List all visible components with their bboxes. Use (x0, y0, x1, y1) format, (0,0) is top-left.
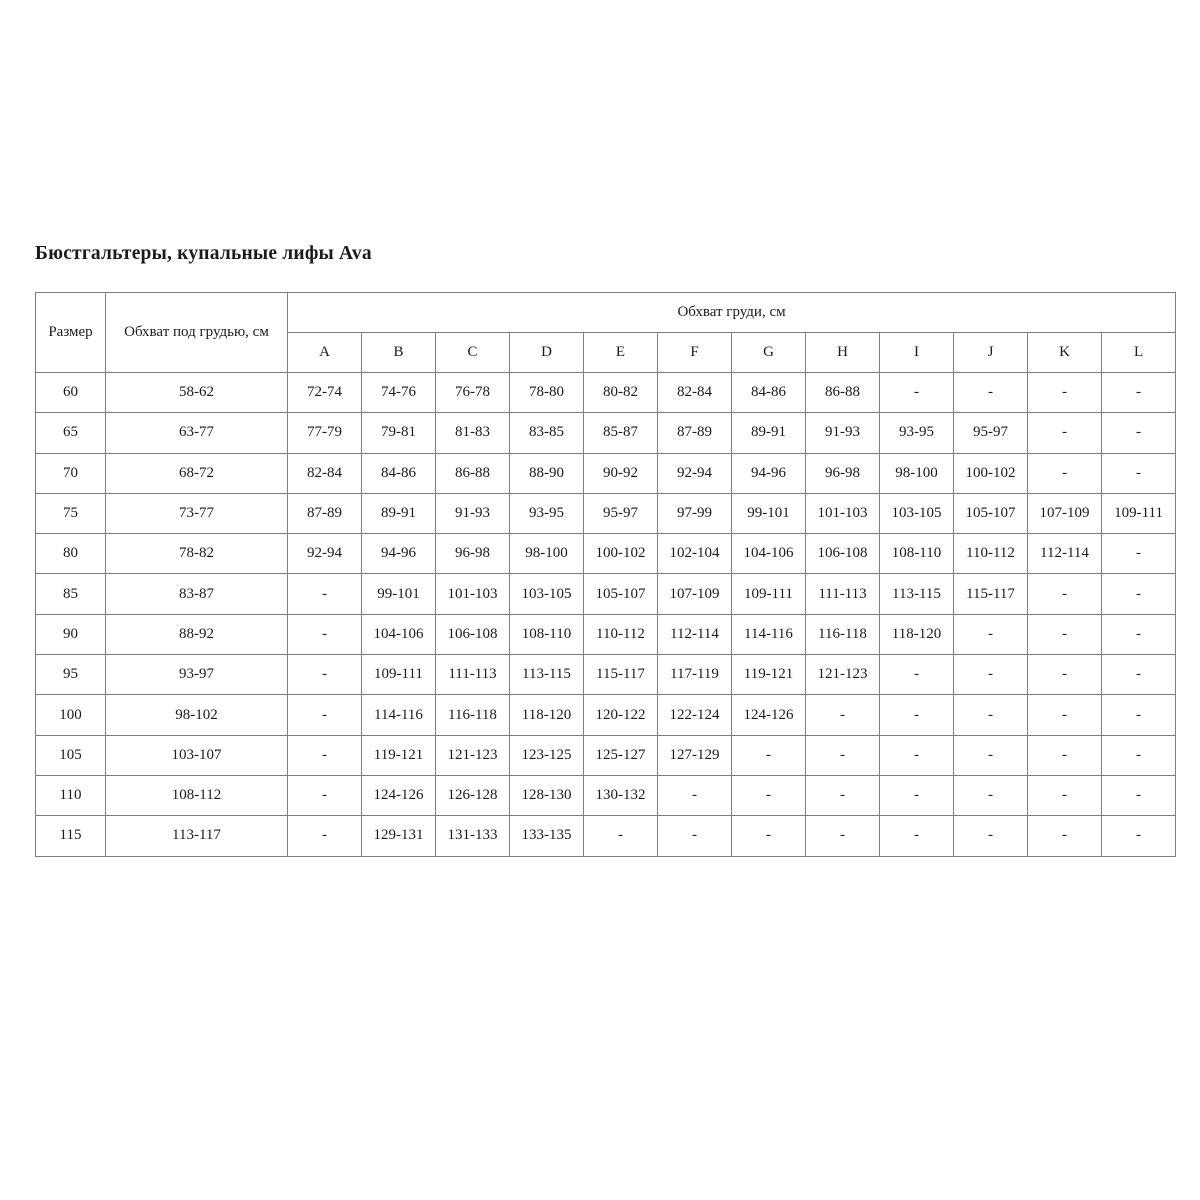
size-cell: 70 (36, 453, 106, 493)
underbust-cell: 103-107 (106, 735, 288, 775)
cup-value-cell: - (1102, 534, 1176, 574)
cup-value-cell: 106-108 (806, 534, 880, 574)
cup-value-cell: 107-109 (1028, 493, 1102, 533)
size-cell: 60 (36, 373, 106, 413)
cup-value-cell: - (1102, 574, 1176, 614)
cup-value-cell: 119-121 (362, 735, 436, 775)
cup-value-cell: - (288, 655, 362, 695)
cup-value-cell: 113-115 (880, 574, 954, 614)
underbust-cell: 88-92 (106, 614, 288, 654)
cup-value-cell: 108-110 (880, 534, 954, 574)
cup-value-cell: - (1028, 655, 1102, 695)
cup-value-cell: - (732, 816, 806, 856)
cup-value-cell: 113-115 (510, 655, 584, 695)
size-chart-header (36, 293, 1176, 373)
cup-value-cell: 109-111 (732, 574, 806, 614)
table-row (36, 413, 1176, 453)
cup-value-cell: - (1028, 574, 1102, 614)
cup-value-cell: 120-122 (584, 695, 658, 735)
cup-header-g: G (732, 333, 806, 373)
table-row (36, 534, 1176, 574)
underbust-cell: 113-117 (106, 816, 288, 856)
cup-header-f: F (658, 333, 732, 373)
cup-value-cell: 90-92 (584, 453, 658, 493)
cup-header-k: K (1028, 333, 1102, 373)
cup-value-cell: - (1028, 413, 1102, 453)
table-row (36, 775, 1176, 815)
cup-value-cell: 95-97 (584, 493, 658, 533)
cup-value-cell: - (658, 775, 732, 815)
cup-value-cell: - (1102, 775, 1176, 815)
cup-value-cell: - (288, 735, 362, 775)
cup-value-cell: 77-79 (288, 413, 362, 453)
cup-value-cell: 96-98 (806, 453, 880, 493)
size-cell: 90 (36, 614, 106, 654)
size-chart-body (36, 373, 1176, 857)
cup-value-cell: 100-102 (584, 534, 658, 574)
cup-value-cell: - (1102, 695, 1176, 735)
cup-value-cell: 116-118 (436, 695, 510, 735)
cup-value-cell: - (1102, 816, 1176, 856)
cup-value-cell: 112-114 (658, 614, 732, 654)
cup-value-cell: - (732, 775, 806, 815)
table-row (36, 816, 1176, 856)
cup-value-cell: - (1102, 373, 1176, 413)
cup-value-cell: 115-117 (954, 574, 1028, 614)
cup-header-e: E (584, 333, 658, 373)
cup-value-cell: 114-116 (732, 614, 806, 654)
cup-value-cell: 88-90 (510, 453, 584, 493)
cup-value-cell: - (880, 695, 954, 735)
cup-value-cell: 103-105 (880, 493, 954, 533)
underbust-cell: 68-72 (106, 453, 288, 493)
cup-value-cell: 80-82 (584, 373, 658, 413)
cup-value-cell: 89-91 (732, 413, 806, 453)
cup-value-cell: 98-100 (510, 534, 584, 574)
cup-value-cell: 91-93 (806, 413, 880, 453)
cup-value-cell: - (954, 373, 1028, 413)
size-cell: 100 (36, 695, 106, 735)
cup-value-cell: 85-87 (584, 413, 658, 453)
cup-value-cell: - (954, 775, 1028, 815)
cup-value-cell: 110-112 (584, 614, 658, 654)
cup-value-cell: 97-99 (658, 493, 732, 533)
cup-value-cell: 106-108 (436, 614, 510, 654)
cup-value-cell: 81-83 (436, 413, 510, 453)
cup-value-cell: 87-89 (658, 413, 732, 453)
cup-value-cell: 91-93 (436, 493, 510, 533)
cup-value-cell: 99-101 (732, 493, 806, 533)
cup-value-cell: 115-117 (584, 655, 658, 695)
cup-value-cell: - (1028, 735, 1102, 775)
bust-group-header: Обхват груди, см (288, 293, 1176, 333)
cup-value-cell: 84-86 (362, 453, 436, 493)
cup-value-cell: 86-88 (806, 373, 880, 413)
cup-value-cell: 101-103 (436, 574, 510, 614)
underbust-cell: 63-77 (106, 413, 288, 453)
cup-value-cell: 76-78 (436, 373, 510, 413)
underbust-cell: 83-87 (106, 574, 288, 614)
cup-value-cell: - (1028, 695, 1102, 735)
cup-value-cell: 96-98 (436, 534, 510, 574)
cup-value-cell: 94-96 (732, 453, 806, 493)
cup-value-cell: 131-133 (436, 816, 510, 856)
cup-value-cell: 114-116 (362, 695, 436, 735)
cup-value-cell: - (880, 735, 954, 775)
cup-value-cell: - (806, 775, 880, 815)
cup-value-cell: 84-86 (732, 373, 806, 413)
cup-value-cell: 107-109 (658, 574, 732, 614)
cup-value-cell: 119-121 (732, 655, 806, 695)
cup-value-cell: 111-113 (806, 574, 880, 614)
cup-value-cell: 103-105 (510, 574, 584, 614)
cup-value-cell: 93-95 (880, 413, 954, 453)
cup-value-cell: - (806, 695, 880, 735)
cup-value-cell: - (954, 735, 1028, 775)
cup-value-cell: 105-107 (954, 493, 1028, 533)
cup-value-cell: 74-76 (362, 373, 436, 413)
table-row (36, 735, 1176, 775)
cup-value-cell: - (288, 574, 362, 614)
table-row (36, 493, 1176, 533)
size-column-header: Размер (36, 293, 106, 373)
cup-value-cell: 124-126 (732, 695, 806, 735)
table-row (36, 373, 1176, 413)
size-cell: 110 (36, 775, 106, 815)
cup-value-cell: 127-129 (658, 735, 732, 775)
size-cell: 80 (36, 534, 106, 574)
cup-value-cell: - (658, 816, 732, 856)
cup-value-cell: 93-95 (510, 493, 584, 533)
cup-value-cell: 72-74 (288, 373, 362, 413)
cup-value-cell: - (954, 695, 1028, 735)
cup-value-cell: - (1102, 614, 1176, 654)
cup-value-cell: 123-125 (510, 735, 584, 775)
cup-value-cell: 118-120 (510, 695, 584, 735)
cup-value-cell: - (880, 816, 954, 856)
cup-header-h: H (806, 333, 880, 373)
cup-value-cell: 122-124 (658, 695, 732, 735)
cup-value-cell: - (806, 816, 880, 856)
cup-value-cell: 128-130 (510, 775, 584, 815)
cup-value-cell: 83-85 (510, 413, 584, 453)
cup-value-cell: 116-118 (806, 614, 880, 654)
size-cell: 75 (36, 493, 106, 533)
cup-value-cell: 121-123 (806, 655, 880, 695)
cup-value-cell: - (288, 614, 362, 654)
header-row-group (36, 293, 1176, 333)
underbust-cell: 78-82 (106, 534, 288, 574)
size-cell: 65 (36, 413, 106, 453)
cup-value-cell: 124-126 (362, 775, 436, 815)
cup-value-cell: 78-80 (510, 373, 584, 413)
underbust-cell: 73-77 (106, 493, 288, 533)
size-chart-table (35, 292, 1176, 857)
cup-value-cell: - (584, 816, 658, 856)
cup-value-cell: 108-110 (510, 614, 584, 654)
cup-value-cell: - (1102, 453, 1176, 493)
cup-header-i: I (880, 333, 954, 373)
cup-value-cell: - (732, 735, 806, 775)
cup-value-cell: 94-96 (362, 534, 436, 574)
cup-value-cell: - (1102, 735, 1176, 775)
cup-value-cell: - (1028, 614, 1102, 654)
cup-value-cell: - (880, 655, 954, 695)
table-row (36, 695, 1176, 735)
table-row (36, 655, 1176, 695)
cup-value-cell: 95-97 (954, 413, 1028, 453)
underbust-cell: 98-102 (106, 695, 288, 735)
size-cell: 85 (36, 574, 106, 614)
cup-value-cell: - (1028, 775, 1102, 815)
cup-value-cell: 104-106 (732, 534, 806, 574)
cup-value-cell: 98-100 (880, 453, 954, 493)
cup-value-cell: 89-91 (362, 493, 436, 533)
cup-value-cell: 82-84 (288, 453, 362, 493)
underbust-column-header: Обхват под грудью, см (106, 293, 288, 373)
cup-value-cell: - (288, 695, 362, 735)
cup-value-cell: 92-94 (658, 453, 732, 493)
cup-value-cell: - (1102, 413, 1176, 453)
size-cell: 105 (36, 735, 106, 775)
table-row (36, 614, 1176, 654)
cup-value-cell: - (880, 373, 954, 413)
cup-value-cell: 117-119 (658, 655, 732, 695)
cup-value-cell: 133-135 (510, 816, 584, 856)
cup-value-cell: - (288, 775, 362, 815)
cup-value-cell: 102-104 (658, 534, 732, 574)
cup-value-cell: - (806, 735, 880, 775)
cup-value-cell: - (1028, 453, 1102, 493)
table-row (36, 453, 1176, 493)
cup-value-cell: - (288, 816, 362, 856)
cup-value-cell: - (880, 775, 954, 815)
cup-value-cell: - (1102, 655, 1176, 695)
cup-value-cell: 101-103 (806, 493, 880, 533)
size-cell: 95 (36, 655, 106, 695)
cup-value-cell: 92-94 (288, 534, 362, 574)
cup-value-cell: 100-102 (954, 453, 1028, 493)
underbust-cell: 58-62 (106, 373, 288, 413)
cup-value-cell: 109-111 (1102, 493, 1176, 533)
cup-value-cell: 125-127 (584, 735, 658, 775)
cup-value-cell: 104-106 (362, 614, 436, 654)
cup-value-cell: 121-123 (436, 735, 510, 775)
cup-value-cell: - (1028, 816, 1102, 856)
cup-header-d: D (510, 333, 584, 373)
cup-value-cell: - (954, 655, 1028, 695)
cup-value-cell: 79-81 (362, 413, 436, 453)
cup-value-cell: - (954, 816, 1028, 856)
cup-value-cell: 109-111 (362, 655, 436, 695)
cup-value-cell: 118-120 (880, 614, 954, 654)
underbust-cell: 93-97 (106, 655, 288, 695)
cup-header-b: B (362, 333, 436, 373)
cup-header-c: C (436, 333, 510, 373)
cup-value-cell: - (1028, 373, 1102, 413)
table-row (36, 574, 1176, 614)
cup-value-cell: 86-88 (436, 453, 510, 493)
cup-value-cell: - (954, 614, 1028, 654)
cup-value-cell: 105-107 (584, 574, 658, 614)
cup-value-cell: 82-84 (658, 373, 732, 413)
cup-value-cell: 87-89 (288, 493, 362, 533)
cup-value-cell: 111-113 (436, 655, 510, 695)
cup-header-j: J (954, 333, 1028, 373)
size-cell: 115 (36, 816, 106, 856)
cup-value-cell: 129-131 (362, 816, 436, 856)
cup-value-cell: 112-114 (1028, 534, 1102, 574)
page-title: Бюстгальтеры, купальные лифы Ava (35, 243, 372, 264)
cup-value-cell: 110-112 (954, 534, 1028, 574)
cup-value-cell: 130-132 (584, 775, 658, 815)
cup-header-a: A (288, 333, 362, 373)
cup-value-cell: 99-101 (362, 574, 436, 614)
cup-header-l: L (1102, 333, 1176, 373)
underbust-cell: 108-112 (106, 775, 288, 815)
cup-value-cell: 126-128 (436, 775, 510, 815)
